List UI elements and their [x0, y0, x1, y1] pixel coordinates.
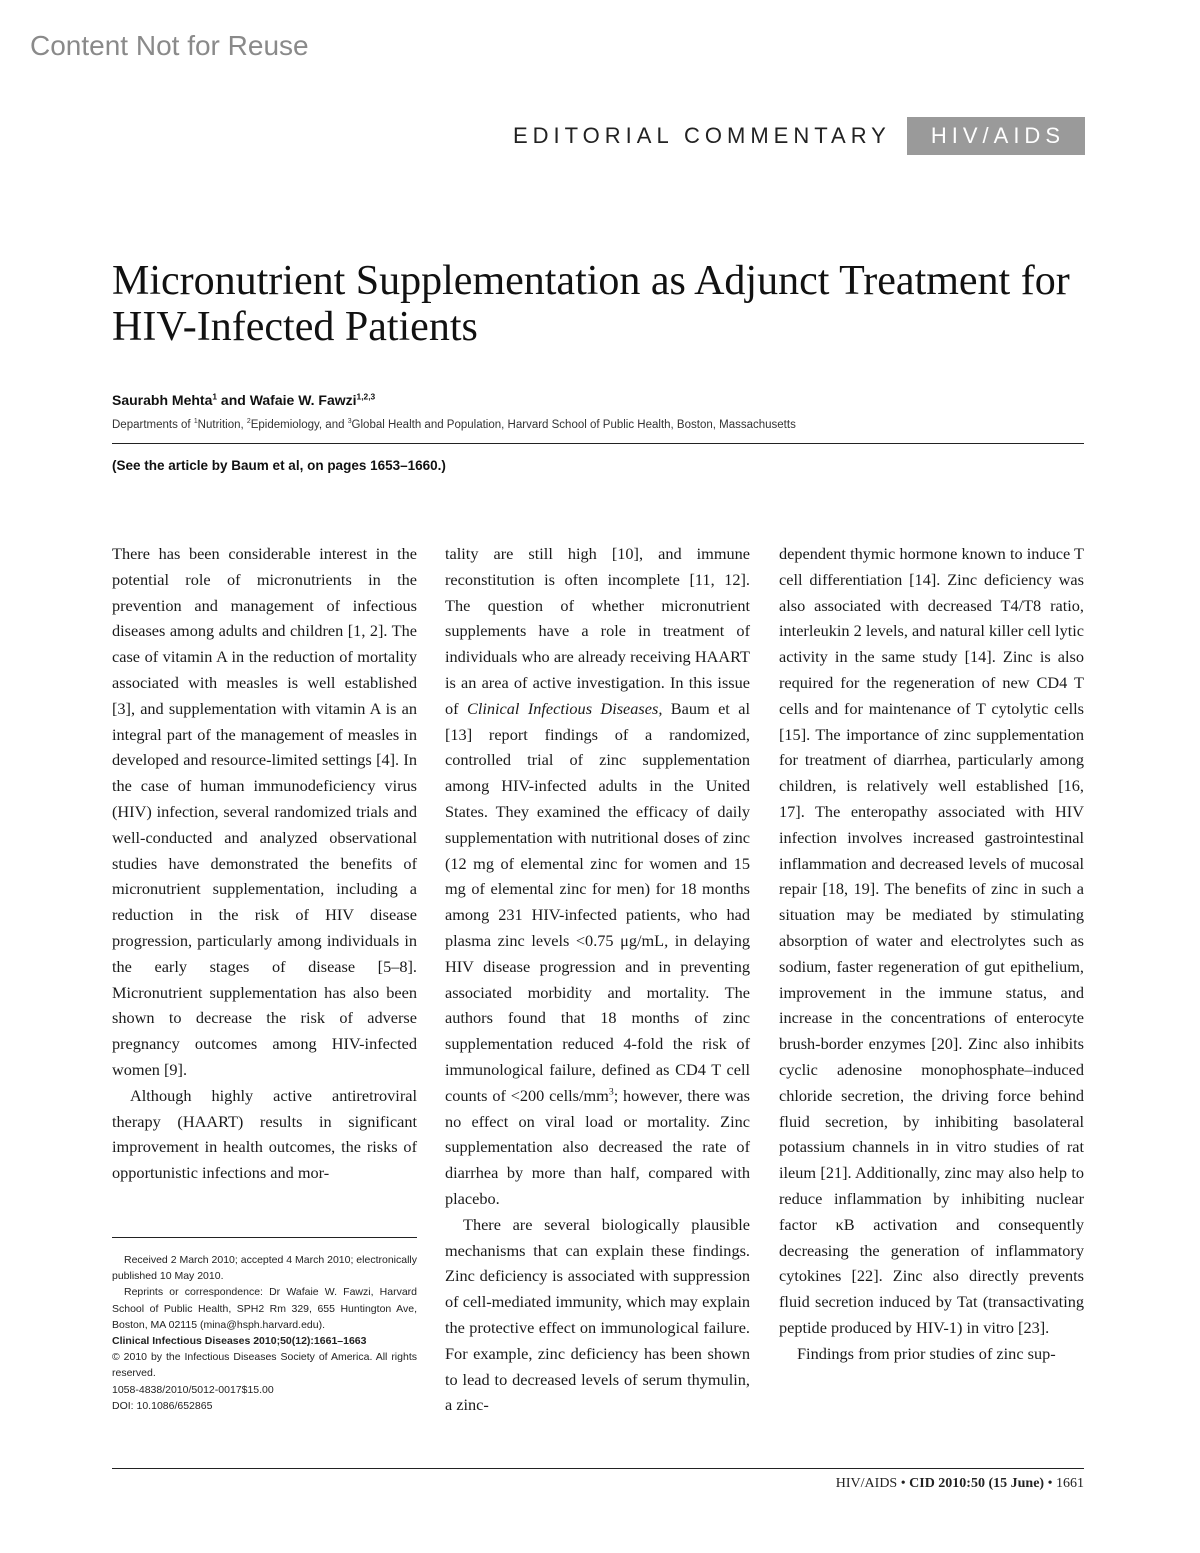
- superscript: 3: [608, 1086, 614, 1098]
- footer-citation: CID 2010:50 (15 June): [909, 1476, 1045, 1491]
- affiliation-dept: Global Health and Population, Harvard School of Public Health, Boston, Massachusetts: [351, 419, 796, 431]
- section-header: [513, 117, 1085, 155]
- footer-separator: •: [1044, 1476, 1056, 1491]
- affiliation-line: [112, 419, 796, 431]
- footnote-received: Received 2 March 2010; accepted 4 March 2010; electronically published 10 May 2010.: [112, 1254, 417, 1283]
- body-column-1: [112, 541, 417, 1186]
- affiliation-prefix: Departments of: [112, 419, 194, 431]
- page-number: 1661: [1056, 1476, 1084, 1491]
- footnote-issn: 1058-4838/2010/5012-0017$15.00: [112, 1383, 274, 1396]
- body-text: Baum et al [13] report findings of a randomized, controlled trial of zinc supplementation among HIV-infected adults in the United States. They examined the efficacy of daily supplementation with nutritional doses of zinc (12 mg of elemental zinc for women and 15 mg of elemental zinc for men) for 18 months among 231 HIV-infected patients, who had plasma zinc levels <0.75 μg/mL, in delaying HIV disease progression and in preventing associated morbidity and mortality. The authors found that 18 months of zinc supplementation reduced 4-fold the risk of immunological failure, defined as CD4 T cell counts of <200 cells/mm: [445, 698, 750, 1105]
- body-paragraph: Although highly active antiretroviral therapy (HAART) results in significant improvement in health outcomes, the risks of opportunistic infections and mor-: [112, 1085, 417, 1183]
- affiliation-mark: 1: [193, 418, 198, 426]
- affiliation-mark: 3: [347, 418, 352, 426]
- section-tag: HIV/AIDS: [907, 117, 1085, 155]
- author-name: Saurabh Mehta: [112, 392, 213, 408]
- footnote-rule: [112, 1237, 417, 1238]
- body-column-2: [445, 541, 750, 1418]
- footnotes: [112, 1252, 417, 1414]
- author-affiliation-mark: 1,2,3: [356, 391, 376, 402]
- body-text: tality are still high [10], and immune reconstitution is often incomplete [11, 12]. The question of whether micronutrient supplements have a role in treatment of individuals who are already receiving HAART is an area of active investigation. In this issue of: [445, 544, 750, 718]
- affiliation-dept: Nutrition,: [197, 419, 247, 431]
- journal-name: Clinical Infectious Diseases,: [466, 698, 663, 718]
- author-separator: and: [217, 392, 250, 408]
- footer-section: HIV/AIDS: [835, 1476, 898, 1491]
- section-label: EDITORIAL COMMENTARY: [512, 123, 891, 148]
- running-footer: [836, 1476, 1084, 1492]
- author-affiliation-mark: 1: [212, 391, 218, 402]
- body-column-3: [779, 541, 1084, 1367]
- footnote-reprints: Reprints or correspondence: Dr Wafaie W. Fawzi, Harvard School of Public Health, SPH2 Rm 329, 655 Huntington Ave, Boston, MA 02115 (mina@hsph.harvard.edu).: [112, 1286, 417, 1331]
- header-rule: [112, 443, 1084, 444]
- author-line: [112, 392, 375, 408]
- body-paragraph: dependent thymic hormone known to induce T cell differentiation [14]. Zinc deficiency was also associated with decreased T4/T8 ratio, interleukin 2 levels, and natural killer cell lytic activity in the same study [14]. Zinc is also required for the regeneration of new CD4 T cells and for maintenance of T cytolytic cells [15]. The importance of zinc supplementation for treatment of diarrhea, particularly among children, is relatively well established [16, 17]. The enteropathy associated with HIV infection involves increased gastrointestinal inflammation and decreased levels of mucosal repair [18, 19]. The benefits of zinc in such a situation may be mediated by stimulating absorption of water and electrolytes such as sodium, faster regeneration of gut epithelium, improvement in the immune status, and increase in the concentrations of enterocyte brush-border enzymes [20]. Zinc also inhibits cyclic adenosine monophosphate–induced chloride secretion, the driving force behind fluid secretion, by inhibiting basolateral potassium channels in in vitro studies of rat ileum [21]. Additionally, zinc may also help to reduce inflammation by inhibiting nuclear factor κB activation and consequently decreasing the generation of inflammatory cytokines [22]. Zinc also directly prevents fluid secretion induced by Tat (transactivating peptide produced by HIV-1) in vitro [23].: [779, 544, 1084, 1337]
- body-paragraph: [445, 541, 750, 1212]
- body-text: ; however, there was no effect on viral load or mortality. Zinc supplementation also decreased the rate of diarrhea by more than half, compared with placebo.: [445, 1085, 750, 1208]
- footer-separator: •: [897, 1476, 910, 1491]
- body-paragraph: There are several biologically plausible mechanisms that can explain these findings. Zinc deficiency is associated with suppression of cell-mediated immunity, which may explain the protective effect on immunological failure. For example, zinc deficiency has been shown to lead to decreased levels of serum thymulin, a zinc-: [445, 1214, 750, 1415]
- footnote-doi: DOI: 10.1086/652865: [112, 1399, 213, 1412]
- article-title: Micronutrient Supplementation as Adjunct Treatment for HIV-Infected Patients: [112, 258, 1070, 350]
- see-also-note: (See the article by Baum et al, on pages 1653–1660.): [112, 458, 446, 473]
- body-paragraph: There has been considerable interest in the potential role of micronutrients in the prevention and management of infectious diseases among adults and children [1, 2]. The case of vitamin A in the reduction of mortality associated with measles is well established [3], and supplementation with vitamin A is an integral part of the management of measles in developed and resource-limited settings [4]. In the case of human immunodeficiency virus (HIV) infection, several randomized trials and well-conducted and analyzed observational studies have demonstrated the benefits of micronutrient supplementation, including a reduction in the risk of HIV disease progression, particularly among individuals in the early stages of disease [5–8]. Micronutrient supplementation has also been shown to decrease the risk of adverse pregnancy outcomes among HIV-infected women [9].: [112, 544, 417, 1079]
- footer-rule: [112, 1468, 1084, 1469]
- body-paragraph: Findings from prior studies of zinc sup-: [797, 1343, 1056, 1363]
- footnote-copyright: © 2010 by the Infectious Diseases Society of America. All rights reserved.: [112, 1351, 417, 1380]
- watermark: Content Not for Reuse: [30, 30, 309, 61]
- affiliation-mark: 2: [246, 418, 251, 426]
- footnote-journal: Clinical Infectious Diseases 2010;50(12):1661–1663: [112, 1335, 367, 1348]
- author-name: Wafaie W. Fawzi: [249, 392, 357, 408]
- affiliation-dept: Epidemiology, and: [250, 419, 348, 431]
